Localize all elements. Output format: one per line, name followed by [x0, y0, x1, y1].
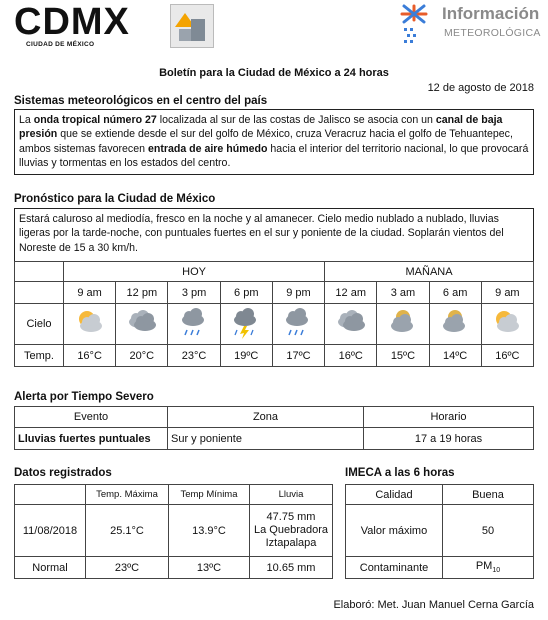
forecast-sky-cell — [481, 304, 533, 345]
cdmx-logo — [14, 2, 164, 54]
imeca-heading: IMECA a las 6 horas — [345, 467, 455, 479]
alert-col-zone: Zona — [168, 407, 364, 428]
systems-heading: Sistemas meteorológicos en el centro del país — [14, 95, 268, 107]
forecast-sky-cell — [168, 304, 220, 345]
forecast-temp: 17ºC — [272, 345, 324, 367]
alert-heading: Alerta por Tiempo Severo — [14, 391, 154, 403]
records-col-rain: Lluvia — [250, 485, 333, 505]
imeca-max-label: Valor máximo — [346, 505, 443, 557]
meteo-star-icon — [398, 2, 442, 46]
forecast-temp: 20°C — [116, 345, 168, 367]
temp-label: Temp. — [15, 345, 64, 367]
forecast-sky-cell — [429, 304, 481, 345]
forecast-hour: 6 pm — [220, 282, 272, 304]
forecast-sky-cell — [220, 304, 272, 345]
alert-time: 17 a 19 horas — [364, 428, 534, 450]
alert-table — [14, 406, 534, 450]
records-table — [14, 484, 333, 579]
sky-label: Cielo — [15, 304, 64, 345]
cloud-rain-icon — [177, 306, 211, 343]
forecast-temp: 15ºC — [377, 345, 429, 367]
forecast-temp: 16ºC — [481, 345, 533, 367]
systems-bold-3: entrada de aire húmedo — [147, 142, 268, 155]
tomorrow-label: MAÑANA — [325, 262, 534, 282]
logo-text: CDMX — [14, 1, 130, 43]
alert-col-event: Evento — [15, 407, 168, 428]
bulletin-date: 12 de agosto de 2018 — [427, 82, 534, 94]
forecast-temp: 14ºC — [429, 345, 481, 367]
forecast-hour: 12 am — [325, 282, 377, 304]
records-col-max: Temp. Máxima — [86, 485, 169, 505]
author-signature: Elaboró: Met. Juan Manuel Cerna García — [333, 599, 534, 611]
systems-box: La onda tropical número 27 localizada al sur de las costas de Jalisco se asocia con un canal de baja presión que se extiende desde el sur del golfo de México, cruza Veracruz hacia el golfo de Tehuantepec, ambos sistemas favorecen entrada de aire húmedo hacia el interior del territorio nacional, lo que provocará lluvias y tormentas en los estados del centro. — [14, 109, 534, 175]
records-normal-label: Normal — [15, 557, 86, 579]
imeca-max-value: 50 — [443, 505, 534, 557]
forecast-temp: 16°C — [64, 345, 116, 367]
brand-line2: METEOROLÓGICA — [444, 27, 541, 39]
forecast-temp: 19ºC — [220, 345, 272, 367]
imeca-pollutant-label: Contaminante — [346, 557, 443, 579]
records-date: 11/08/2018 — [15, 505, 86, 557]
forecast-hour: 3 pm — [168, 282, 220, 304]
systems-bold-2: canal de baja presión — [19, 114, 503, 141]
imeca-col-quality: Calidad — [346, 485, 443, 505]
forecast-sky-cell — [116, 304, 168, 345]
cloudy-icon — [334, 306, 368, 343]
forecast-hour: 12 pm — [116, 282, 168, 304]
forecast-hour: 9 am — [64, 282, 116, 304]
partly-cloudy-icon — [73, 306, 107, 343]
night-cloudy-icon — [438, 306, 472, 343]
logo-subtitle: CIUDAD DE MÉXICO — [26, 41, 95, 48]
alert-col-time: Horario — [364, 407, 534, 428]
records-col-min: Temp Mínima — [169, 485, 250, 505]
records-min: 13.9°C — [169, 505, 250, 557]
forecast-temp: 16ºC — [325, 345, 377, 367]
imeca-pollutant-value: $PM_{10}$ — [443, 557, 534, 579]
forecast-sky-cell — [64, 304, 116, 345]
brand-line1: Información — [442, 4, 540, 23]
records-rain: 47.75 mm La Quebradora Iztapalapa — [250, 505, 333, 557]
records-normal-max: 23ºC — [86, 557, 169, 579]
imeca-quality-value: Buena — [443, 485, 534, 505]
alert-event: Lluvias fuertes puntuales — [15, 428, 168, 450]
forecast-hour: 6 am — [429, 282, 481, 304]
cloud-rain-icon — [281, 306, 315, 343]
records-normal-min: 13ºC — [169, 557, 250, 579]
forecast-text: Estará caluroso al mediodía, fresco en la noche y al amanecer. Cielo medio nublado a nublado, lluvias ligeras por la tarde-noche, con puntuales fuertes en el sur y poniente de la ciudad. Soplarán vientos del Noreste de 15 a 30 km/h. — [14, 208, 534, 261]
today-label: HOY — [64, 262, 325, 282]
forecast-hour: 9 pm — [272, 282, 324, 304]
records-heading: Datos registrados — [14, 467, 112, 479]
forecast-temp: 23°C — [168, 345, 220, 367]
bulletin-title: Boletín para la Ciudad de México a 24 horas — [159, 67, 389, 79]
forecast-hour: 3 am — [377, 282, 429, 304]
city-emblem-icon — [170, 4, 214, 48]
systems-bold-1: onda tropical número 27 — [33, 114, 157, 126]
forecast-sky-cell — [272, 304, 324, 345]
forecast-table — [14, 261, 534, 367]
records-max: 25.1°C — [86, 505, 169, 557]
info-meteo-brand — [398, 2, 548, 50]
forecast-hour: 9 am — [481, 282, 533, 304]
imeca-table — [345, 484, 534, 579]
records-normal-rain: 10.65 mm — [250, 557, 333, 579]
alert-zone: Sur y poniente — [168, 428, 364, 450]
storm-icon — [229, 306, 263, 343]
forecast-sky-cell — [377, 304, 429, 345]
cloudy-icon — [125, 306, 159, 343]
night-cloudy-icon — [386, 306, 420, 343]
forecast-heading: Pronóstico para la Ciudad de México — [14, 193, 216, 205]
forecast-sky-cell — [325, 304, 377, 345]
partly-cloudy-icon — [490, 306, 524, 343]
